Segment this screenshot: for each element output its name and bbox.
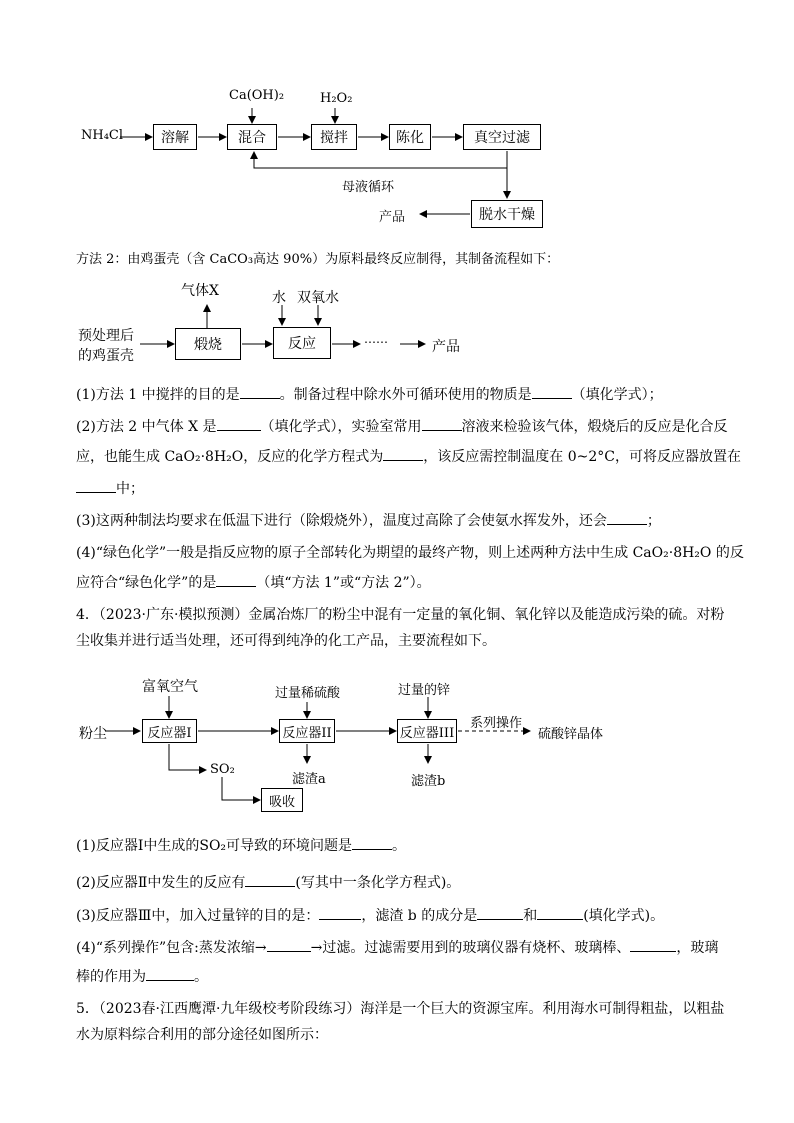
q3-p2c: 溶液来检验该气体，煅烧后的反应是化合反 [461, 419, 728, 435]
blank[interactable] [319, 918, 361, 920]
residue-a-label: 滤渣a [292, 772, 326, 787]
blank[interactable] [477, 918, 523, 920]
q3-p4a: (4)“绿色化学”一般是指反应物的原子全部转化为期望的最终产物，则上述两种方法中生成 CaO₂·8H₂O 的反 [76, 545, 744, 561]
calcine-box: 煅烧 [175, 328, 241, 360]
eggshell-label-line2: 的鸡蛋壳 [78, 348, 134, 364]
q5-intro: 5．（2023春·江西鹰潭·九年级校考阶段练习）海洋是一个巨大的资源宝库。利用海水可制得粗盐，以粗盐水为原料综合利用的部分途径如图所示： [76, 1001, 725, 1043]
dissolve-box: 溶解 [153, 124, 197, 150]
q3-p4c: （填“方法 1”或“方法 2”）。 [256, 575, 431, 591]
q4-part2 [76, 872, 460, 892]
q4-p1b: 。 [392, 838, 407, 854]
q4-p4b: →过滤。过滤需要用到的玻璃仪器有烧杯、玻璃棒、 [310, 940, 631, 956]
vacuum-filter-box: 真空过滤 [463, 124, 541, 150]
ellipsis-dots: ⋯⋯ [364, 335, 388, 349]
reactor-3-box: 反应器III [397, 719, 457, 743]
mother-liquor-label: 母液循环 [342, 180, 395, 195]
water-label: 水 [272, 290, 286, 306]
h2o2-label: H₂O₂ [320, 91, 353, 106]
product-label: 产品 [379, 210, 406, 225]
nh4cl-label: NH₄Cl [81, 128, 124, 143]
dehydrate-dry-box: 脱水干燥 [471, 200, 543, 228]
q3-p3b: ； [646, 513, 661, 529]
gas-x-label: 气体X [181, 283, 219, 299]
q4-part1 [76, 835, 406, 855]
q3-p2f: 中； [116, 481, 144, 497]
eggshell-label-line1: 预处理后 [78, 328, 134, 344]
q4-p3a: (3)反应器Ⅲ中，加入过量锌的目的是： [76, 908, 320, 924]
q4-part4-line2 [76, 966, 208, 986]
blank[interactable] [630, 950, 676, 952]
blank[interactable] [267, 950, 311, 952]
hydrogen-peroxide-label: 双氧水 [297, 290, 339, 306]
q4-p4d: 棒的作用为 [76, 969, 146, 985]
reactor-2-box: 反应器II [279, 719, 335, 743]
age-box: 陈化 [389, 124, 431, 150]
q4-p1a: (1)反应器Ⅰ中生成的SO₂可导致的环境问题是 [76, 838, 353, 854]
blank[interactable] [537, 918, 583, 920]
q3-p1b: 。制备过程中除水外可循环使用的物质是 [279, 387, 532, 403]
q4-p3c: 和 [523, 908, 538, 924]
q4-p3b: ，滤渣 b 的成分是 [361, 908, 478, 924]
residue-b-label: 滤渣b [411, 774, 446, 789]
q3-p2e: ，该反应需控制温度在 0~2°C，可将反应器放置在 [423, 449, 741, 465]
reactor-1-box: 反应器I [142, 719, 197, 743]
dilute-acid-label: 过量稀硫酸 [275, 686, 341, 701]
q3-p1a: (1)方法 1 中搅拌的目的是 [76, 387, 240, 403]
mix-box: 混合 [227, 124, 277, 150]
oxygen-air-label: 富氧空气 [142, 679, 198, 695]
product2-label: 产品 [432, 339, 460, 355]
so2-label: SO₂ [210, 762, 235, 777]
q3-p3a: (3)这两种制法均要求在低温下进行（除煅烧外），温度过高除了会使氨水挥发外，还会 [76, 513, 607, 529]
q4-p4c: ，玻璃 [676, 940, 719, 956]
blank[interactable] [146, 979, 194, 981]
zinc-sulfate-crystal-label: 硫酸锌晶体 [538, 727, 604, 742]
react-box: 反应 [273, 327, 331, 359]
q3-p1c: （填化学式）； [571, 387, 663, 403]
excess-zinc-label: 过量的锌 [398, 683, 451, 698]
stir-box: 搅拌 [311, 124, 357, 150]
q3-p4b: 应符合“绿色化学”的是 [76, 575, 217, 591]
q4-p4e: 。 [194, 969, 208, 985]
q4-p4a: (4)“系列操作”包含:蒸发浓缩→ [76, 940, 267, 956]
series-operation-label: 系列操作 [470, 716, 523, 731]
q3-p2a: (2)方法 2 中气体 X 是 [76, 419, 217, 435]
dust-label: 粉尘 [79, 726, 107, 742]
q4-p2a: (2)反应器Ⅱ中发生的反应有 [76, 875, 246, 891]
q4-part3 [76, 905, 664, 925]
q4-p3d: (填化学式)。 [583, 908, 665, 924]
method2-intro: 方法 2：由鸡蛋壳（含 CaCO₃高达 90%）为原料最终反应制得，其制备流程如下： [76, 252, 560, 267]
q3-p2d: 应，也能生成 CaO₂·8H₂O，反应的化学方程式为 [76, 449, 384, 465]
blank[interactable] [245, 885, 295, 887]
q3-p2b: （填化学式），实验室常用 [260, 419, 422, 435]
absorb-box: 吸收 [261, 788, 303, 812]
q4-p2b: (写其中一条化学方程式)。 [295, 875, 461, 891]
caoh2-label: Ca(OH)₂ [229, 88, 285, 103]
q4-part4-line1 [76, 937, 718, 957]
blank[interactable] [352, 848, 392, 850]
q4-intro: 4．（2023·广东·模拟预测）金属冶炼厂的粉尘中混有一定量的氧化铜、氧化锌以及能造成污染的硫。对粉尘收集并进行适当处理，还可得到纯净的化工产品，主要流程如下。 [76, 607, 725, 649]
